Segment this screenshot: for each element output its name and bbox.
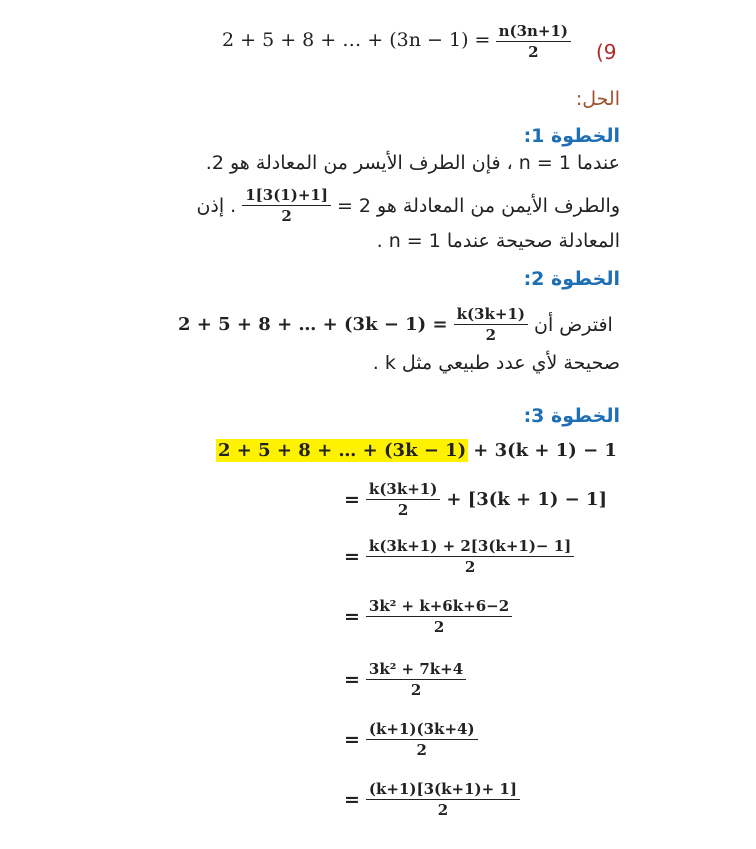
equals-sign: =: [344, 488, 360, 511]
fraction-denominator: 2: [433, 618, 445, 636]
fraction-numerator: k(3k+1): [366, 480, 440, 500]
highlighted-sum: 2 + 5 + 8 + … + (3k − 1): [218, 440, 467, 461]
step1-line2: [196, 186, 620, 225]
problem-lhs: 2 + 5 + 8 + … + (3n − 1) =: [222, 29, 491, 51]
derivation-tail: + [3(k + 1) − 1]: [446, 489, 608, 510]
step2-heading: الخطوة 2:: [523, 268, 620, 290]
fraction-denominator: 2: [528, 43, 539, 61]
fraction-numerator: 1[3(1)+1]: [242, 186, 331, 206]
derivation-row: [344, 780, 526, 819]
equals-sign: =: [344, 668, 360, 691]
fraction-denominator: 2: [410, 681, 422, 699]
step1-fraction: [242, 186, 331, 225]
problem-equation: [222, 22, 571, 61]
derivation-fraction: [366, 480, 440, 519]
step2-assume: افترض أن: [534, 313, 613, 336]
problem-number: (9: [596, 40, 617, 64]
derivation-fraction: [366, 597, 512, 636]
fraction-numerator: (k+1)[3(k+1)+ 1]: [366, 780, 520, 800]
fraction-denominator: 2: [485, 326, 496, 344]
fraction-numerator: 3k² + 7k+4: [366, 660, 466, 680]
step3-first-line: [216, 440, 617, 461]
step3-first-tail: + 3(k + 1) − 1: [473, 440, 617, 461]
derivation-row: [344, 720, 484, 759]
problem-rhs-fraction: [496, 22, 571, 61]
fraction-numerator: n(3n+1): [496, 22, 571, 42]
step1-line2-tail: . إذن: [196, 194, 237, 217]
step3-heading: الخطوة 3:: [523, 405, 620, 427]
step2-lhs: 2 + 5 + 8 + … + (3k − 1) =: [178, 314, 448, 335]
equals-sign: =: [344, 545, 360, 568]
fraction-denominator: 2: [397, 501, 409, 519]
step1-line1: عندما n = 1 ، فإن الطرف الأيسر من المعادلة هو 2.: [205, 152, 620, 174]
derivation-fraction: [366, 720, 478, 759]
derivation-fraction: [366, 537, 574, 576]
derivation-row: [344, 660, 472, 699]
step2-fraction: [454, 305, 528, 344]
solution-label: الحل:: [575, 88, 620, 110]
equals-sign: =: [344, 788, 360, 811]
step1-line2-text: والطرف الأيمن من المعادلة هو 2 =: [336, 194, 620, 217]
fraction-numerator: (k+1)(3k+4): [366, 720, 478, 740]
fraction-numerator: k(3k+1) + 2[3(k+1)− 1]: [366, 537, 574, 557]
fraction-denominator: 2: [281, 207, 292, 225]
step2-line2: صحيحة لأي عدد طبيعي مثل k .: [372, 352, 620, 374]
fraction-denominator: 2: [464, 558, 476, 576]
derivation-row: [344, 480, 607, 519]
derivation-row: [344, 597, 518, 636]
step2-equation: [178, 305, 613, 344]
derivation-fraction: [366, 660, 466, 699]
fraction-denominator: 2: [416, 741, 427, 759]
equals-sign: =: [344, 728, 360, 751]
equals-sign: =: [344, 605, 360, 628]
step1-heading: الخطوة 1:: [523, 125, 620, 147]
fraction-numerator: k(3k+1): [454, 305, 528, 325]
derivation-fraction: [366, 780, 520, 819]
fraction-numerator: 3k² + k+6k+6−2: [366, 597, 512, 617]
step1-line3: المعادلة صحيحة عندما n = 1 .: [376, 230, 620, 252]
derivation-row: [344, 537, 580, 576]
fraction-denominator: 2: [437, 801, 449, 819]
